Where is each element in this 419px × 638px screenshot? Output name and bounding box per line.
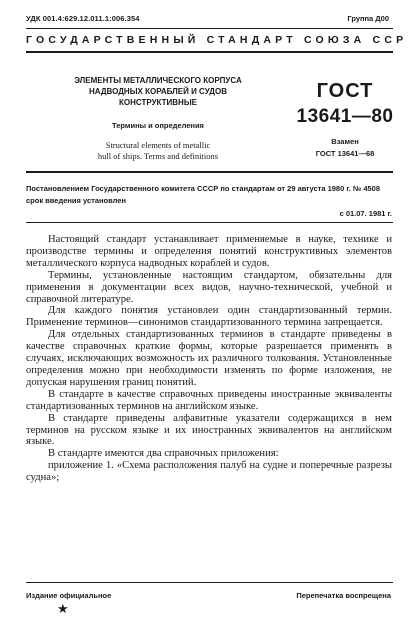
group-code: Группа Д00	[347, 14, 389, 23]
english-title-line: Structural elements of metallic	[105, 140, 211, 150]
title-block-rule	[26, 171, 393, 173]
top-rule	[26, 28, 393, 29]
paragraph: Для отдельных стандартизованных терминов в стандарте приведены в качестве справочных краткие формы, которые разрешается применять в случаях, исключающих возможность их различного толкования. Установленные определения можно при необходимости изменять по форме изложения, не допуская нарушения границ понятий.	[26, 329, 392, 388]
heading-rule	[26, 51, 393, 53]
title-line: НАДВОДНЫХ КОРАБЛЕЙ И СУДОВ	[88, 87, 227, 96]
paragraph: В стандарте приведены алфавитные указатели содержащихся в нем терминов на русском языке и их иностранных эквивалентов на английском языке.	[26, 412, 392, 448]
star-icon: ★	[57, 601, 69, 616]
russian-title	[48, 75, 268, 108]
paragraph: В стандарте в качестве справочных приведены иностранные эквиваленты стандартизованных терминов на английском языке.	[26, 388, 392, 412]
gost-number: 13641—80	[296, 106, 394, 127]
body-text	[26, 234, 392, 484]
decree-rule	[26, 222, 393, 223]
state-standard-heading: ГОСУДАРСТВЕННЫЙ СТАНДАРТ СОЮЗА ССР	[26, 34, 408, 46]
footer-rule	[26, 582, 393, 583]
decree-text: Постановлением Государственного комитета СССР по стандартам от 29 августа 1980 г. № 4508 срок введения установлен	[26, 184, 381, 205]
terms-subtitle: Термины и определения	[112, 121, 204, 130]
udk-code: УДК 001.4:629.12.011.1:006.354	[26, 14, 140, 23]
paragraph: Настоящий стандарт устанавливает применяемые в науке, технике и производстве термины и определения понятий конструктивных элементов металлического корпуса надводных кораблей и судов.	[26, 234, 392, 269]
effective-date: с 01.07. 1981 г.	[339, 209, 392, 218]
paragraph: В стандарте имеются два справочных приложения:	[48, 448, 279, 460]
reprint-prohibited-label: Перепечатка воспрещена	[296, 591, 391, 600]
replaces-standard: ГОСТ 13641—68	[315, 149, 375, 158]
gost-label: ГОСТ	[316, 80, 374, 102]
title-line: КОНСТРУКТИВНЫЕ	[119, 98, 197, 107]
replaces-label: Взамен	[331, 137, 359, 146]
paragraph: приложение 1. «Схема расположения палуб на судне и поперечные разрезы судна»;	[26, 460, 392, 484]
paragraph: Для каждого понятия установлен один стандартизованный термин. Применение терминов—синонимов стандартизованного термина запрещается.	[26, 305, 392, 329]
english-title-line: hull of ships. Terms and definitions	[97, 151, 219, 161]
paragraph: Термины, установленные настоящим стандартом, обязательны для применения в документации всех видов, научно-технической, учебной и справочной литературе.	[26, 269, 392, 305]
english-title	[48, 140, 268, 162]
title-line: ЭЛЕМЕНТЫ МЕТАЛЛИЧЕСКОГО КОРПУСА	[74, 76, 242, 85]
official-edition-label: Издание официальное	[26, 591, 112, 600]
